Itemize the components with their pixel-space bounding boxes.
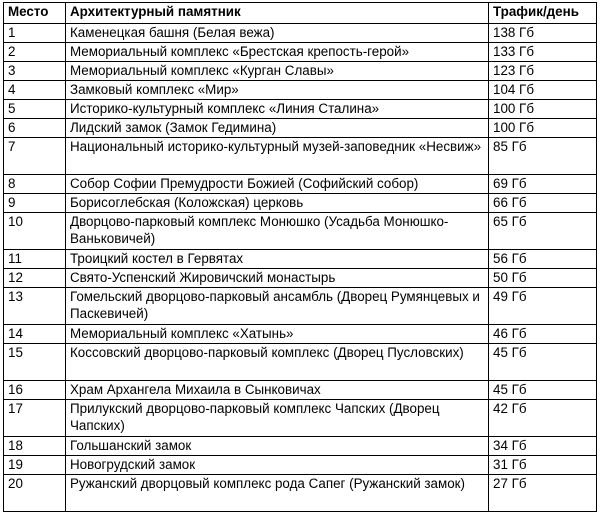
cell-monument: Храм Архангела Михаила в Сынковичах xyxy=(66,381,489,400)
cell-rank: 15 xyxy=(4,344,66,381)
cell-traffic: 100 Гб xyxy=(489,100,597,119)
cell-traffic: 69 Гб xyxy=(489,175,597,194)
cell-rank: 20 xyxy=(4,475,66,512)
cell-rank: 4 xyxy=(4,81,66,100)
cell-rank: 17 xyxy=(4,400,66,437)
cell-rank: 5 xyxy=(4,100,66,119)
cell-traffic: 133 Гб xyxy=(489,43,597,62)
cell-traffic: 66 Гб xyxy=(489,194,597,213)
table-row xyxy=(4,100,597,119)
cell-monument: Каменецкая башня (Белая вежа) xyxy=(66,24,489,43)
cell-rank: 7 xyxy=(4,138,66,175)
table-row xyxy=(4,62,597,81)
cell-monument: Замковый комплекс «Мир» xyxy=(66,81,489,100)
table-row xyxy=(4,381,597,400)
header-traffic: Трафик/день xyxy=(489,3,597,24)
cell-monument: Мемориальный комплекс «Курган Славы» xyxy=(66,62,489,81)
table-row xyxy=(4,475,597,512)
cell-monument: Историко-культурный комплекс «Линия Сталина» xyxy=(66,100,489,119)
cell-traffic: 50 Гб xyxy=(489,269,597,288)
monuments-traffic-table xyxy=(3,2,597,512)
cell-rank: 3 xyxy=(4,62,66,81)
table-row xyxy=(4,400,597,437)
cell-traffic: 27 Гб xyxy=(489,475,597,512)
cell-monument: Собор Софии Премудрости Божией (Софийский собор) xyxy=(66,175,489,194)
cell-traffic: 34 Гб xyxy=(489,437,597,456)
header-monument: Архитектурный памятник xyxy=(66,3,489,24)
table-row xyxy=(4,175,597,194)
cell-rank: 2 xyxy=(4,43,66,62)
cell-traffic: 56 Гб xyxy=(489,250,597,269)
table-row xyxy=(4,269,597,288)
cell-traffic: 123 Гб xyxy=(489,62,597,81)
cell-traffic: 85 Гб xyxy=(489,138,597,175)
cell-traffic: 49 Гб xyxy=(489,288,597,325)
table-row xyxy=(4,119,597,138)
table-row xyxy=(4,24,597,43)
table-row xyxy=(4,325,597,344)
cell-monument: Троицкий костел в Гервятах xyxy=(66,250,489,269)
header-rank: Место xyxy=(4,3,66,24)
cell-traffic: 45 Гб xyxy=(489,381,597,400)
cell-rank: 11 xyxy=(4,250,66,269)
table-row xyxy=(4,138,597,175)
cell-monument: Мемориальный комплекс «Хатынь» xyxy=(66,325,489,344)
cell-monument: Лидский замок (Замок Гедимина) xyxy=(66,119,489,138)
table-row xyxy=(4,344,597,381)
cell-rank: 18 xyxy=(4,437,66,456)
cell-rank: 6 xyxy=(4,119,66,138)
cell-rank: 13 xyxy=(4,288,66,325)
table-row xyxy=(4,437,597,456)
cell-rank: 9 xyxy=(4,194,66,213)
cell-monument: Свято-Успенский Жировичский монастырь xyxy=(66,269,489,288)
table-header-row xyxy=(4,3,597,24)
cell-monument: Новогрудский замок xyxy=(66,456,489,475)
cell-monument: Гольшанский замок xyxy=(66,437,489,456)
cell-traffic: 104 Гб xyxy=(489,81,597,100)
cell-monument: Борисоглебская (Коложская) церковь xyxy=(66,194,489,213)
cell-rank: 8 xyxy=(4,175,66,194)
cell-monument: Мемориальный комплекс «Брестская крепость-герой» xyxy=(66,43,489,62)
cell-traffic: 31 Гб xyxy=(489,456,597,475)
cell-monument: Прилукский дворцово-парковый комплекс Чапских (Дворец Чапских) xyxy=(66,400,489,437)
table-row xyxy=(4,194,597,213)
cell-rank: 1 xyxy=(4,24,66,43)
cell-monument: Коссовский дворцово-парковый комплекс (Дворец Пусловских) xyxy=(66,344,489,381)
cell-traffic: 45 Гб xyxy=(489,344,597,381)
cell-rank: 14 xyxy=(4,325,66,344)
table-row xyxy=(4,288,597,325)
cell-rank: 12 xyxy=(4,269,66,288)
cell-traffic: 100 Гб xyxy=(489,119,597,138)
table-row xyxy=(4,213,597,250)
table-row xyxy=(4,81,597,100)
cell-rank: 10 xyxy=(4,213,66,250)
cell-traffic: 65 Гб xyxy=(489,213,597,250)
cell-traffic: 138 Гб xyxy=(489,24,597,43)
cell-monument: Ружанский дворцовый комплекс рода Сапег (Ружанский замок) xyxy=(66,475,489,512)
cell-monument: Дворцово-парковый комплекс Монюшко (Усадьба Монюшко-Ваньковичей) xyxy=(66,213,489,250)
cell-traffic: 46 Гб xyxy=(489,325,597,344)
table-row xyxy=(4,43,597,62)
cell-rank: 19 xyxy=(4,456,66,475)
table-row xyxy=(4,250,597,269)
table-row xyxy=(4,456,597,475)
cell-rank: 16 xyxy=(4,381,66,400)
cell-monument: Национальный историко-культурный музей-заповедник «Несвиж» xyxy=(66,138,489,175)
cell-monument: Гомельский дворцово-парковый ансамбль (Дворец Румянцевых и Паскевичей) xyxy=(66,288,489,325)
cell-traffic: 42 Гб xyxy=(489,400,597,437)
